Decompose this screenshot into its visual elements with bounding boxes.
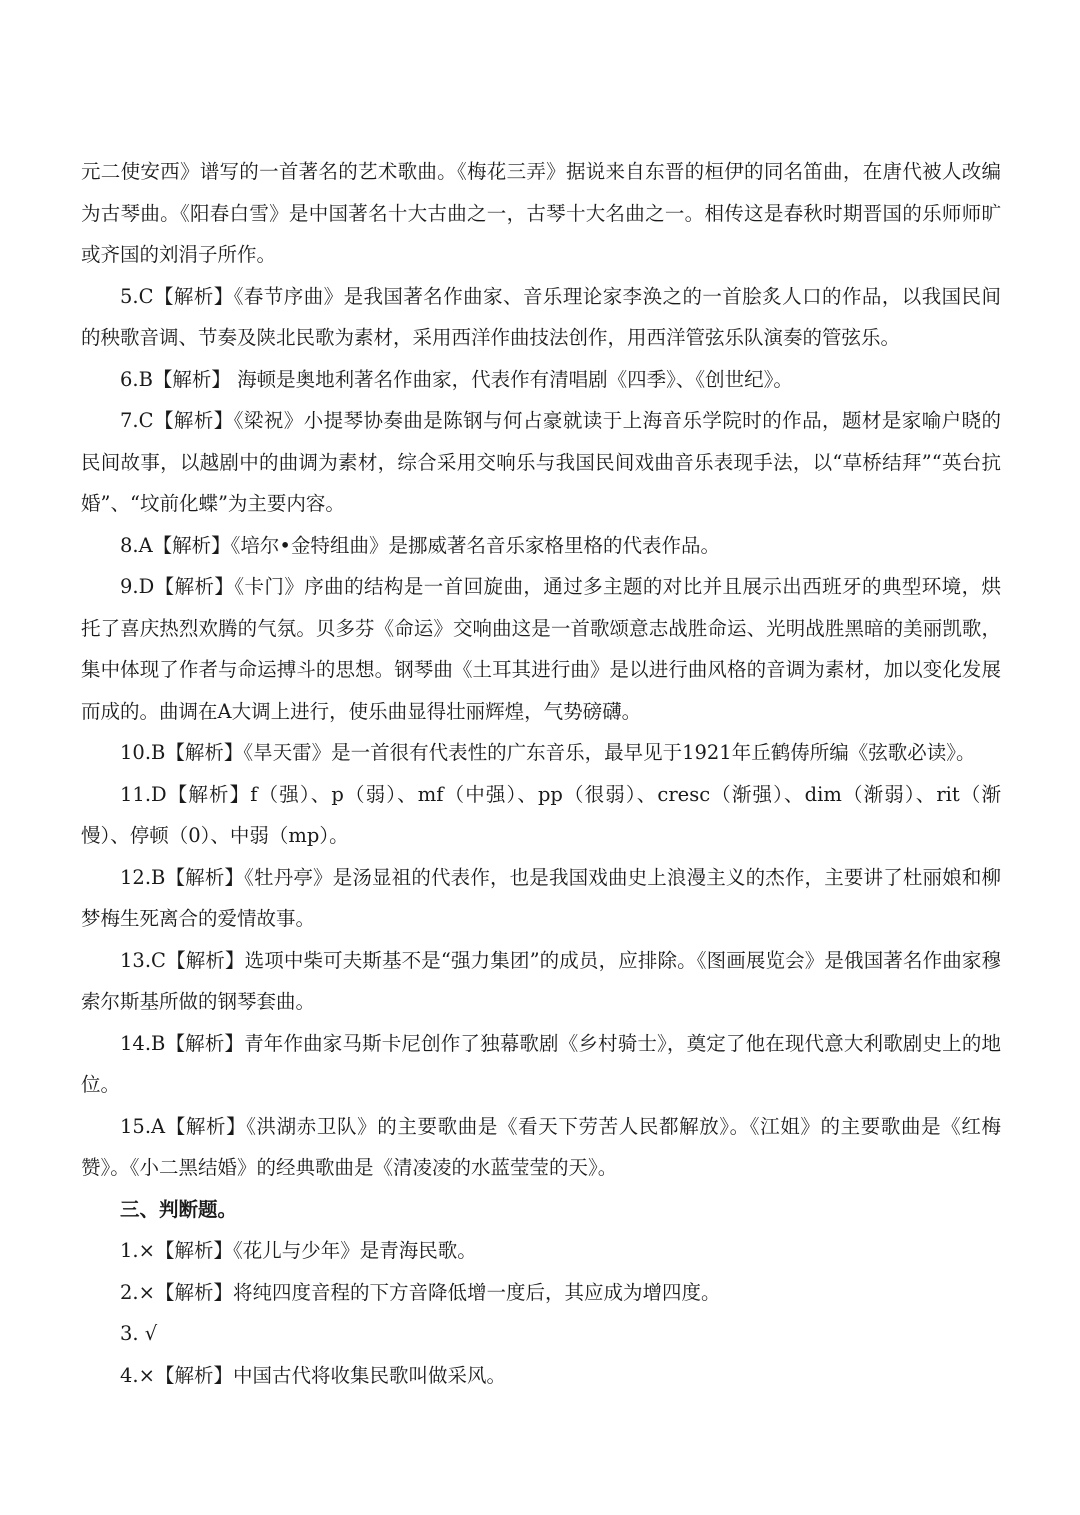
answer-9: 9.D【解析】《卡门》序曲的结构是一首回旋曲，通过多主题的对比并且展示出西班牙的典型环境，烘托了喜庆热烈欢腾的气氛。贝多芬《命运》交响曲这是一首歌颂意志战胜命运、光明战胜黑暗的美丽凯歌，集中体现了作者与命运搏斗的思想。钢琴曲《土耳其进行曲》是以进行曲风格的音调为素材，加以变化发展而成的。曲调在A大调上进行，使乐曲显得壮丽辉煌，气势磅礴。 xyxy=(81,575,1001,723)
judgement-2: 2.×【解析】将纯四度音程的下方音降低增一度后，其应成为增四度。 xyxy=(120,1280,721,1304)
paragraph-continuation: 元二使安西》谱写的一首著名的艺术歌曲。《梅花三弄》据说来自东晋的桓伊的同名笛曲，在唐代被人改编为古琴曲。《阳春白雪》是中国著名十大古曲之一，古琴十大名曲之一。相传这是春秋时期晋国的乐师师旷或齐国的刘涓子所作。 xyxy=(81,160,1001,266)
answer-6: 6.B【解析】 海顿是奥地利著名作曲家，代表作有清唱剧《四季》、《创世纪》。 xyxy=(120,367,793,391)
judgement-3: 3. √ xyxy=(120,1322,158,1345)
answer-12: 12.B【解析】《牡丹亭》是汤显祖的代表作，也是我国戏曲史上浪漫主义的杰作，主要讲了杜丽娘和柳梦梅生死离合的爱情故事。 xyxy=(81,865,1001,930)
answer-14: 14.B【解析】青年作曲家马斯卡尼创作了独幕歌剧《乡村骑士》，奠定了他在现代意大利歌剧史上的地位。 xyxy=(81,1031,1001,1096)
answer-explanations xyxy=(81,151,1001,1396)
section-heading-true-false: 三、判断题。 xyxy=(120,1197,238,1221)
answer-5: 5.C【解析】《春节序曲》是我国著名作曲家、音乐理论家李涣之的一首脍炙人口的作品，以我国民间的秧歌音调、节奏及陕北民歌为素材，采用西洋作曲技法创作，用西洋管弦乐队演奏的管弦乐。 xyxy=(81,284,1001,349)
judgement-1: 1.×【解析】《花儿与少年》是青海民歌。 xyxy=(120,1239,477,1262)
answer-10: 10.B【解析】《旱天雷》是一首很有代表性的广东音乐，最早见于1921年丘鹤俦所编《弦歌必读》。 xyxy=(120,741,976,764)
answer-13: 13.C【解析】选项中柴可夫斯基不是“强力集团”的成员，应排除。《图画展览会》是俄国著名作曲家穆索尔斯基所做的钢琴套曲。 xyxy=(81,948,1001,1013)
answer-11: 11.D【解析】f（强）、p（弱）、mf（中强）、pp（很弱）、cresc（渐强）、dim（渐弱）、rit（渐慢）、停顿（0）、中弱（mp）。 xyxy=(81,782,1001,847)
answer-15: 15.A【解析】《洪湖赤卫队》的主要歌曲是《看天下劳苦人民都解放》。《江姐》的主要歌曲是《红梅赞》。《小二黑结婚》的经典歌曲是《清凌凌的水蓝莹莹的天》。 xyxy=(81,1114,1001,1179)
answer-7: 7.C【解析】《梁祝》小提琴协奏曲是陈钢与何占豪就读于上海音乐学院时的作品，题材是家喻户晓的民间故事，以越剧中的曲调为素材，综合采用交响乐与我国民间戏曲音乐表现手法，以“草桥结拜”“英台抗婚”、“坟前化蝶”为主要内容。 xyxy=(81,409,1001,515)
judgement-4: 4.×【解析】中国古代将收集民歌叫做采风。 xyxy=(120,1363,506,1387)
answer-8: 8.A【解析】《培尔•金特组曲》是挪威著名音乐家格里格的代表作品。 xyxy=(120,533,720,557)
